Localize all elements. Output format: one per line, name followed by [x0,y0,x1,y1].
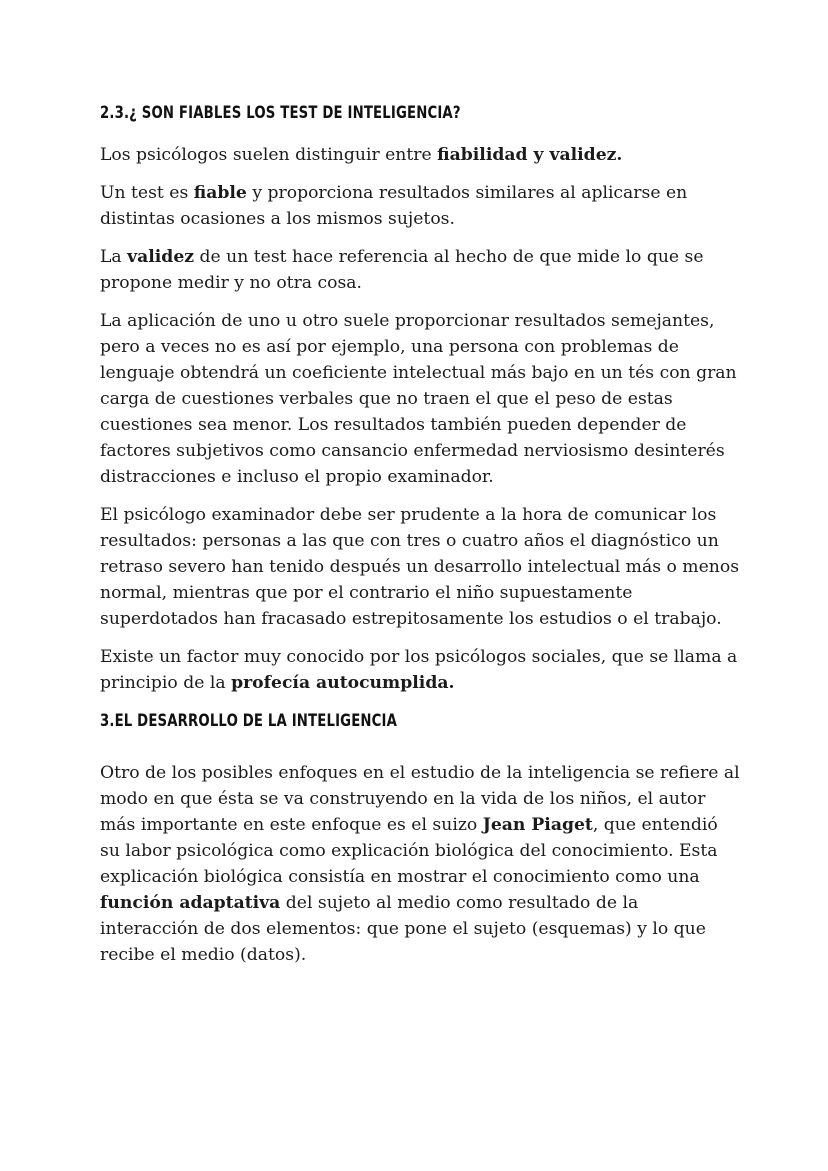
document-page [100,100,740,980]
bold-term: fiabilidad y validez. [437,145,623,165]
bold-term: validez [127,247,195,267]
bold-term: función adaptativa [100,893,281,913]
paragraph-piaget: Otro de los posibles enfoques en el estudio de la inteligencia se refiere al modo en que ésta se va construyendo en la vida de los niños, el autor más importante en este enfoque es el suizo Jean Piaget, que entendió su labor psicológica como explicación biológica del conocimiento. Esta explicación biológica consistía en mostrar el conocimiento como una función adaptativa del sujeto al medio como resultado de la interacción de dos elementos: que pone el sujeto (esquemas) y lo que recibe el medio (datos). [100,763,740,965]
paragraph-aplicacion: La aplicación de uno u otro suele proporcionar resultados semejantes, pero a veces no es así por ejemplo, una persona con problemas de lenguaje obtendrá un coeficiente intelectual más bajo en un tés con gran carga de cuestiones verbales que no traen el que el peso de estas cuestiones sea menor. Los resultados también pueden depender de factores subjetivos como cansancio enfermedad nerviosismo desinterés distracciones e incluso el propio examinador. [100,311,737,487]
bold-term: Jean Piaget [482,815,593,835]
paragraph-validez: La validez de un test hace referencia al hecho de que mide lo que se propone medir y no otra cosa. [100,247,704,293]
paragraph-fiable: Un test es fiable y proporciona resultados similares al aplicarse en distintas ocasiones a los mismos sujetos. [100,183,688,229]
bold-term: profecía autocumplida. [231,673,455,693]
bold-term: fiable [193,183,247,203]
paragraph-psicologo-examinador: El psicólogo examinador debe ser prudente a la hora de comunicar los resultados: personas a las que con tres o cuatro años el diagnóstico un retraso severo han tenido después un desarrollo intelectual más o menos normal, mientras que por el contrario el niño supuestamente superdotados han fracasado estrepitosamente los estudios o el trabajo. [100,505,740,629]
paragraph-profecia: Existe un factor muy conocido por los psicólogos sociales, que se llama a principio de la profecía autocumplida. [100,647,738,693]
paragraph-fiabilidad-validez: Los psicólogos suelen distinguir entre fiabilidad y validez. [100,145,623,165]
section-heading-fiabilidad: 2.3.¿ SON FIABLES LOS TEST DE INTELIGENCIA? [100,103,461,123]
section-heading-desarrollo: 3.EL DESARROLLO DE LA INTELIGENCIA [100,711,398,731]
